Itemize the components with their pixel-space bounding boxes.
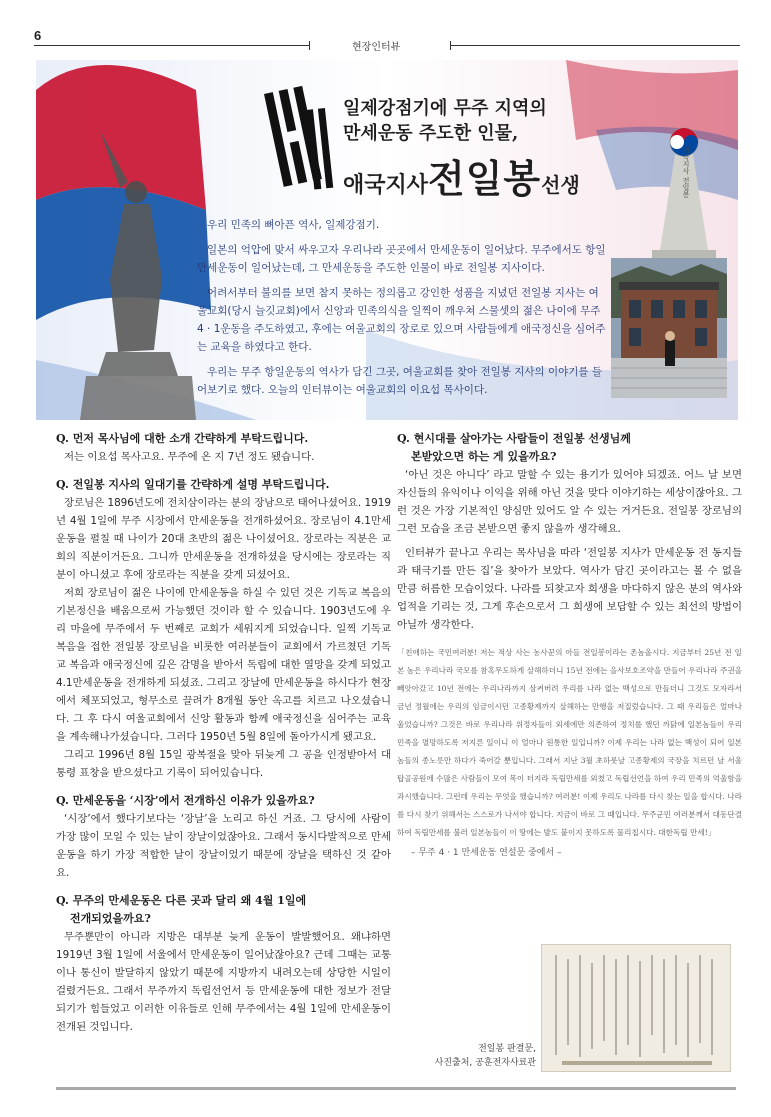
question-1: Q. 먼저 목사님에 대한 소개 간략하게 부탁드립니다. [56, 432, 309, 445]
title-line-2: 만세운동 주도한 인물, [343, 123, 519, 144]
intro-paragraph: 우리는 무주 항일운동의 역사가 담긴 그곳, 여울교회를 찾아 전일봉 지사의 이야기를 들어보기로 했다. 오늘의 인터뷰이는 여울교회의 이요섭 목사이다. [197, 366, 603, 396]
closing-paragraph: 인터뷰가 끝나고 우리는 목사님을 따라 ‘전일봉 지사가 만세운동 전 동지들과 태극기를 만든 집’을 찾아가 보았다. 역사가 담긴 곳이라고는 볼 수 없을 만큼 허름한 모습이었다. 나라를 되찾고자 희생을 마다하지 않은 분의 역사와 업적을 기리는 것, 그게 후손으로서 그 희생에 보답할 수 있는 최선의 방법이 아닐까 생각한다. [397, 547, 742, 631]
left-column [56, 430, 391, 1036]
answer-paragraph: 그리고 1996년 8월 15일 광복절을 맞아 뒤늦게 그 공을 인정받아서 대통령 표창을 받으셨다고 기록이 되어있습니다. [56, 749, 391, 779]
church-photo [611, 258, 727, 398]
caption-line-1: 전일봉 판결문, [478, 1044, 536, 1054]
verdict-document-image [541, 944, 731, 1072]
answer-paragraph: ‘시장’에서 했다기보다는 ‘장날’을 노리고 하신 거죠. 그 당시에 사람이 가장 많이 모일 수 있는 날이 장날이었잖아요. 그래서 동시다발적으로 만세운동을 하기 가장 적합한 날이 장날이었기 때문에 장날을 택하신 것 같아요. [56, 813, 391, 879]
intro-text [197, 216, 607, 406]
right-column [397, 430, 742, 862]
question-5: Q. 현시대를 살아가는 사람들이 전일봉 선생님께 [397, 432, 631, 445]
header-rule-tick-left [309, 41, 310, 50]
header-rule-left [34, 45, 309, 46]
image-caption [410, 1042, 536, 1070]
section-title: 현장인터뷰 [352, 42, 401, 53]
title-prefix: 애국지사 [343, 172, 429, 198]
speech-quote: 「친애하는 국민여러분! 저는 적상 사는 농사꾼의 아들 전일봉이라는 촌놈올시다. 지금부터 25년 전 일본 놈은 우리나라 국모를 참혹무도하게 살해하더니 15년 전에는 을사보호조약을 만들어 우리나라 주권을 빼앗아갔고 10년 전에는 우리나라까지 삼켜버려 우리를 나라 없는 백성으로 만들더니 그것도 모자라서 금년 정월에는 우리의 임금이시던 고종황제까지 살해하는 만행을 저질렀습니다. 그 때 우리들은 얼마나 울었습니까? 그것은 바로 우리나라 위정자들이 외세에만 의존하여 정치를 했던 까닭에 일본놈들이 우리민족을 멸망하도록 저지른 일이니 이 얼마나 원통한 일입니까? 이제 우리는 나라 없는 백성이 되어 일본놈들의 종노릇만 하다가 죽어갈 뿐입니다. 그래서 지난 3월 초하룻날 고종황제의 국장을 치르던 날 서울 탑골공원에 수많은 사람들이 모여 목이 터지라 독립만세를 외쳤고 독립선언을 하여 우리 민족의 억울함을 과시했습니다. 그런데 우리는 무엇을 했습니까? 여러분! 이제 우리도 나라를 다시 찾는 일을 합시다. 나라를 다시 찾기 위해서는 스스로가 나서야 합니다. 지금이 바로 그 때입니다. 무주군민 여러분께서 대동단결하여 독립만세를 불러 일본놈들이 이 땅에는 발도 붙이지 못하도록 물리칩시다. 대한독립 만세!」 [397, 648, 742, 837]
page-number: 6 [34, 28, 42, 43]
title-suffix: 선생 [541, 173, 580, 197]
answer-paragraph: ‘아닌 것은 아니다’ 라고 말할 수 있는 용기가 있어야 되겠죠. 어느 날 보면 자신들의 유익이나 이익을 위해 아닌 것을 맞다 이야기하는 세상이잖아요. 그런 것은 가장 기본적인 양심만 있어도 알 수 있는 거거든요. 전일봉 장로님의 그런 모습을 조금 본받으면 좋지 않을까 생각해요. [397, 469, 742, 535]
footer-rule [56, 1087, 736, 1090]
speech-source: – 무주 4 · 1 만세운동 연설문 중에서 – [411, 848, 562, 858]
question-5-continued: 본받았으면 하는 게 있을까요? [411, 450, 557, 463]
answer-paragraph: 저는 이요섭 목사고요. 무주에 온 지 7년 정도 됐습니다. [64, 451, 315, 463]
church-photo-illustration [611, 258, 727, 398]
title-main [343, 148, 580, 203]
header-rule-right [450, 45, 740, 46]
caption-line-2: 사진출처, 공훈전자사료관 [434, 1058, 536, 1068]
answer-paragraph: 저희 장로님이 젊은 나이에 만세운동을 하실 수 있던 것은 기독교 복음의 기본정신을 배움으로써 가능했던 것이라 할 수 있습니다. 1903년도에 우리 마을에 무주에서 두 번째로 교회가 세워지게 되었습니다. 일찍 기독교 복음을 접한 전일봉 장로님을 비롯한 여러분들이 교회에서 가르쳤던 기독교 복음과 애국정신에 깊은 감명을 받아서 독립에 대한 열망을 갖게 되었고 4.1만세운동을 전개하게 되셨죠. 그리고 장날에 만세운동을 하시다가 현장에서 체포되었고, 형무소로 끌려가 8개월 동안 옥고를 치르고 나오셨습니다. 그 후 다시 여울교회에서 신앙 활동과 함께 애국정신을 심어주는 교육을 계속해나가셨습니다. 그러다 1950년 5월 8일에 돌아가시게 됐고요. [56, 587, 391, 743]
intro-paragraph: 우리 민족의 뼈아픈 역사, 일제강점기. [207, 219, 380, 231]
verdict-document-illustration [542, 945, 731, 1072]
monument-inscription: 애국지사 전일봉 [682, 146, 690, 198]
question-4: Q. 무주의 만세운동은 다른 곳과 달리 왜 4월 1일에 [56, 894, 307, 907]
answer-paragraph: 장로님은 1896년도에 전치삼이라는 분의 장남으로 태어나셨어요. 1919년 4월 1일에 무주 시장에서 만세운동을 전개하셨어요. 장로님이 4.1만세운동을 펼칠 때 나이가 20대 초반의 젊은 나이셨어요. 장로라는 직분은 교회의 직분이거든요. 그니까 만세운동을 전개하셨을 당시에는 장로라는 직분이 아니셨고 후에 장로라는 직분을 갖게 되셨어요. [56, 497, 391, 581]
answer-paragraph: 무주뿐만이 아니라 지방은 대부분 늦게 운동이 발발했어요. 왜냐하면 1919년 3월 1일에 서울에서 만세운동이 일어났잖아요? 근데 그때는 교통이나 통신이 발달하지 않았기 때문에 지방까지 내려오는데 상당한 시일이 걸렸거든요. 그래서 무주까지 독립선언서 등 만세운동에 대한 정보가 전달되기가 힘들었고 이러한 이유들로 인해 무주에서는 4월 1일에 만세운동이 전개된 것입니다. [56, 931, 391, 1033]
title-name: 전일봉 [428, 156, 542, 201]
question-3: Q. 만세운동을 ‘시장’에서 전개하신 이유가 있을까요? [56, 794, 315, 807]
question-2: Q. 전일봉 지사의 일대기를 간략하게 설명 부탁드립니다. [56, 478, 330, 491]
intro-paragraph: 어려서부터 불의를 보면 참지 못하는 정의롭고 강인한 성품을 지녔던 전일봉 지사는 여울교회(당시 늘깃교회)에서 신앙과 민족의식을 일찍이 깨우쳐 스물셋의 젊은 나이에 무주 4 · 1운동을 주도하였고, 후에는 여울교회의 장로로 있으며 사람들에게 애국정신을 심어주는 교육을 하였다고 한다. [197, 287, 606, 353]
title-line-1: 일제강점기에 무주 지역의 [343, 98, 547, 119]
question-4-continued: 전개되었을까요? [70, 912, 151, 925]
intro-paragraph: 일본의 억압에 맞서 싸우고자 우리나라 곳곳에서 만세운동이 일어났다. 무주에서도 항일 만세운동이 일어났는데, 그 만세운동을 주도한 인물이 바로 전일봉 지사이다. [197, 244, 606, 274]
